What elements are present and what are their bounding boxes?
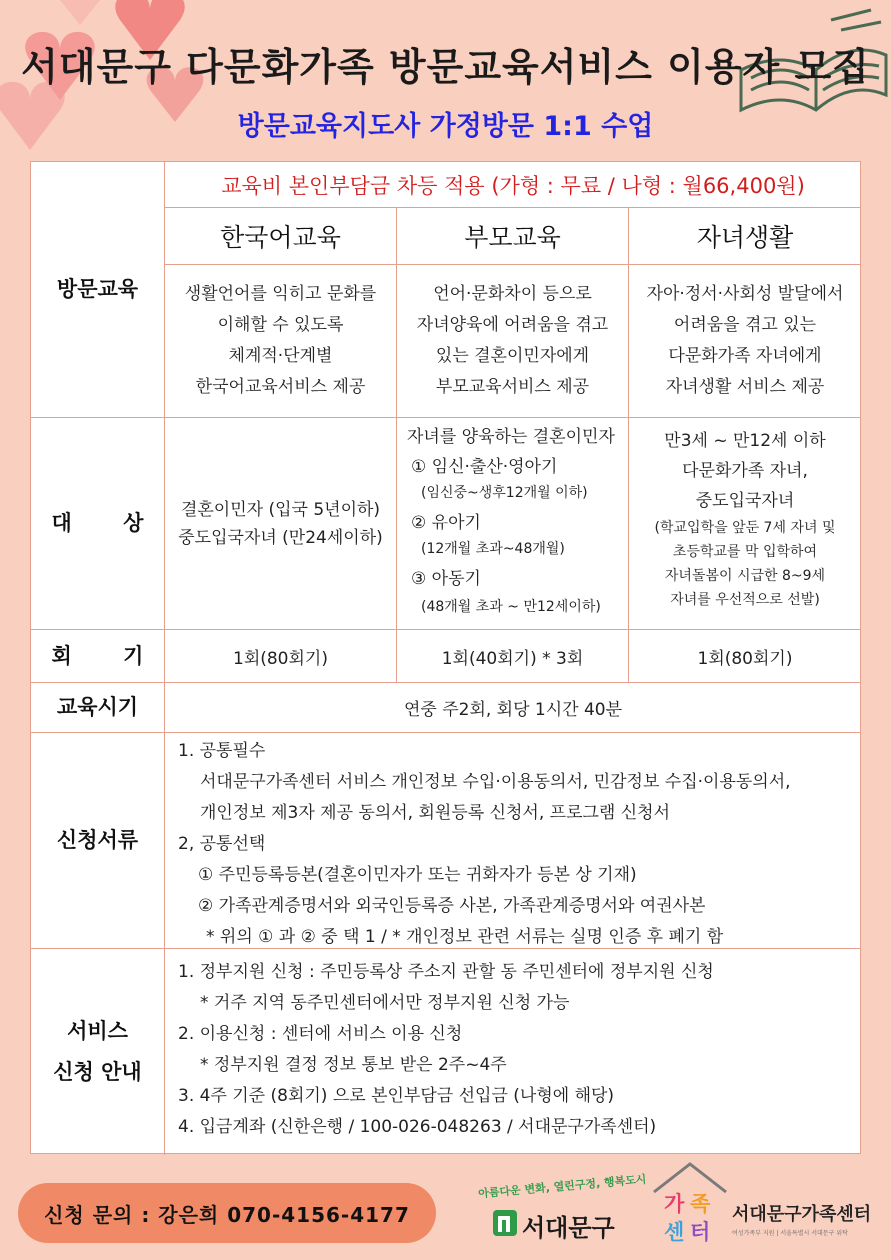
- program-parent-desc: [397, 265, 628, 417]
- gu-name: 서대문구: [522, 1214, 615, 1242]
- apply-label-line: 신청 안내: [53, 1059, 142, 1084]
- apply-line: 1. 정부지원 신청 : 주민등록상 주소지 관할 동 주민센터에 정부지원 신청: [178, 962, 714, 982]
- target-label: [31, 418, 164, 629]
- desc-line: 한국어교육서비스 제공: [195, 377, 366, 397]
- gu-slogan: 아름다운 변화, 열린구정, 행복도시: [477, 1172, 647, 1201]
- desc-line: 어려움을 겪고 있는: [673, 315, 817, 335]
- desc-line: 이해할 수 있도록: [217, 315, 344, 335]
- target-parent: [397, 420, 628, 629]
- apply-label-line: 서비스: [67, 1018, 128, 1043]
- target-note-line: 자녀돌봄이 시급한 8~9세: [664, 568, 826, 584]
- target-line: 중도입국자녀 (만24세이하): [178, 527, 383, 548]
- program-korean-header: 한국어교육: [220, 223, 341, 252]
- desc-line: 생활언어를 익히고 문화를: [184, 284, 377, 304]
- page-subtitle: 방문교육지도사 가정방문 1:1 수업: [237, 111, 654, 142]
- center-mark-char: 족: [690, 1192, 711, 1216]
- fee-note: 교육비 본인부담금 차등 적용 (가형 : 무료 / 나형 : 월66,400원): [221, 173, 805, 198]
- documents-line: ① 주민등록등본(결혼이민자가 또는 귀화자가 등본 상 기재): [198, 865, 637, 885]
- documents-line: 개인정보 제3자 제공 동의서, 회원등록 신청서, 프로그램 신청서: [200, 803, 670, 823]
- documents-line: 1. 공통필수: [178, 741, 266, 761]
- center-name: 서대문구가족센터: [732, 1204, 872, 1225]
- apply-label: [31, 949, 164, 1154]
- visit-education-label: 방문교육: [56, 277, 139, 302]
- target-line: 중도입국자녀: [695, 491, 795, 511]
- documents-line: * 위의 ① 과 ② 중 택 1 / * 개인정보 관련 서류는 실명 인증 후 폐기 함: [206, 927, 724, 947]
- target-line: 다문화가족 자녀,: [682, 461, 808, 481]
- center-fine-print: 여성가족부 지원 | 서울특별시 서대문구 위탁: [732, 1230, 848, 1237]
- info-table: [30, 161, 861, 1154]
- target-korean: [165, 418, 396, 629]
- desc-line: 자녀생활 서비스 제공: [665, 377, 825, 397]
- desc-line: 체계적·단계별: [228, 346, 333, 366]
- target-note-line: 자녀를 우선적으로 선발): [670, 592, 820, 608]
- center-mark-char: 터: [690, 1220, 711, 1244]
- sessions-label-text: 회 기: [51, 643, 166, 668]
- target-parent-note: (48개월 초과 ~ 만12세이하): [421, 599, 601, 615]
- documents-line: 2, 공통선택: [178, 834, 266, 854]
- desc-line: 부모교육서비스 제공: [435, 377, 590, 397]
- desc-line: 다문화가족 자녀에게: [668, 346, 822, 366]
- documents-line: 서대문구가족센터 서비스 개인정보 수입·이용동의서, 민감정보 수집·이용동의서,: [200, 772, 791, 792]
- target-parent-item: ① 임신·출산·영아기: [411, 457, 558, 477]
- target-child: [629, 420, 861, 629]
- sessions-label: [31, 630, 164, 682]
- apply-line: 4. 입금계좌 (신한은행 / 100-026-048263 / 서대문구가족센터): [178, 1117, 657, 1137]
- apply-line: 2. 이용신청 : 센터에 서비스 이용 신청: [178, 1024, 463, 1044]
- program-korean-desc: [165, 265, 396, 417]
- center-mark-char: 가: [664, 1192, 685, 1216]
- center-mark-char: 센: [664, 1220, 685, 1244]
- family-center-logo: [650, 1162, 875, 1252]
- apply-line: * 거주 지역 동주민센터에서만 정부지원 신청 가능: [200, 993, 570, 1013]
- desc-line: 자녀양육에 어려움을 겪고: [416, 315, 609, 335]
- target-parent-item: ③ 아동기: [411, 569, 481, 589]
- program-parent-header: 부모교육: [464, 223, 561, 252]
- sessions-child: 1회(80회기): [697, 648, 793, 669]
- target-note-line: (학교입학을 앞둔 7세 자녀 및: [654, 520, 836, 536]
- target-parent-note: (12개월 초과~48개월): [421, 541, 565, 557]
- documents-line: ② 가족관계증명서와 외국인등록증 사본, 가족관계증명서와 여권사본: [198, 896, 706, 916]
- apply-line: * 정부지원 결정 정보 통보 받은 2주~4주: [200, 1055, 507, 1075]
- desc-line: 있는 결혼이민자에게: [435, 346, 590, 366]
- apply-list: [178, 957, 714, 1143]
- apply-line: 3. 4주 기준 (8회기) 으로 본인부담금 선입금 (나형에 해당): [178, 1086, 615, 1106]
- desc-line: 자아·정서·사회성 발달에서: [646, 284, 844, 304]
- target-parent-item: ② 유아기: [411, 513, 481, 533]
- program-child-desc: [629, 265, 861, 417]
- desc-line: 언어·문화차이 등으로: [433, 284, 592, 304]
- target-note-line: 초등학교를 막 입학하여: [672, 544, 818, 560]
- target-parent-note: (임신중~생후12개월 이하): [421, 485, 588, 501]
- sessions-parent: 1회(40회기) * 3회: [441, 648, 584, 669]
- seodaemun-gu-logo: [477, 1172, 658, 1246]
- program-child-header: 자녀생활: [696, 223, 794, 252]
- page-title: 서대문구 다문화가족 방문교육서비스 이용자 모집: [21, 45, 870, 89]
- period-label: 교육시기: [56, 695, 139, 720]
- target-line: 결혼이민자 (입국 5년이하): [180, 499, 381, 520]
- contact-pill: 신청 문의 : 강은희 070-4156-4177: [18, 1183, 436, 1243]
- target-line: 만3세 ~ 만12세 이하: [664, 431, 826, 451]
- gu-emblem-icon: [492, 1206, 518, 1238]
- target-parent-head: 자녀를 양육하는 결혼이민자: [407, 427, 615, 447]
- target-label-text: 대 상: [51, 511, 166, 536]
- documents-label: 신청서류: [56, 828, 139, 853]
- sessions-korean: 1회(80회기): [233, 648, 328, 669]
- period-value: 연중 주2회, 회당 1시간 40분: [403, 700, 623, 720]
- documents-list: [178, 736, 791, 953]
